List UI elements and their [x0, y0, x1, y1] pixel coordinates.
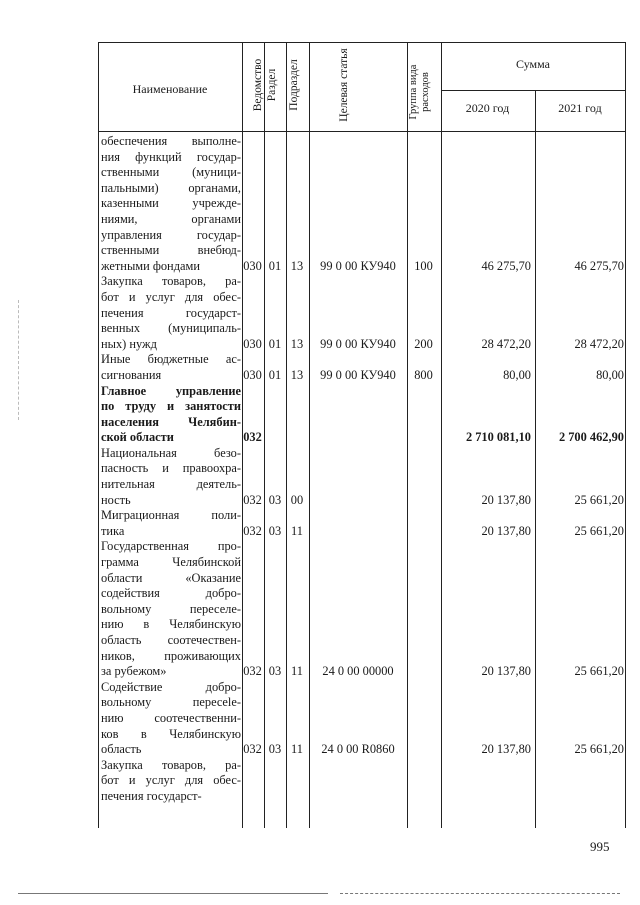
col-border	[535, 90, 536, 828]
row-name-line: Закупка товаров, ра-	[101, 757, 241, 772]
sum-2021-cell: 25 661,20	[574, 492, 624, 507]
header-sum: Сумма	[516, 57, 550, 71]
row-name-line: за рубежом»	[101, 664, 167, 679]
sum-2021-cell: 80,00	[596, 368, 624, 382]
row-name-line: ской области	[101, 430, 174, 445]
razdel-cell: 01	[268, 336, 282, 351]
row-name-line: печения государст-	[101, 305, 241, 320]
vedomstvo-cell: 030	[243, 336, 262, 351]
footer-line	[340, 893, 620, 894]
header-year-2021: 2021 год	[558, 101, 602, 115]
row-name-line: ния функций государ-	[101, 149, 241, 164]
row-name-line: ственными внебюд-	[101, 243, 241, 258]
row-name-line: бот и услуг для обес-	[101, 289, 241, 304]
podrazdel-cell: 11	[291, 742, 303, 757]
group-cell: 200	[414, 336, 433, 351]
row-name-line: бот и услуг для обес-	[101, 773, 241, 788]
row-name-line: Государственная про-	[101, 539, 241, 554]
vedomstvo-cell: 030	[243, 368, 262, 382]
podrazdel-cell: 13	[290, 258, 304, 273]
row-name-line: обеспечения выполне-	[101, 134, 241, 148]
row-name-line: Закупка товаров, ра-	[101, 274, 241, 289]
podrazdel-cell: 13	[290, 368, 304, 382]
page-number: 995	[590, 839, 610, 854]
sum-2020-cell: 20 137,80	[481, 524, 531, 538]
row-name-line: нию в Челябинскую	[101, 617, 241, 632]
header-podrazdel: Подраздел	[288, 59, 300, 111]
row-name-line: тика	[101, 523, 125, 538]
sum-2020-cell: 20 137,80	[481, 492, 531, 507]
row-name-line: область соотечествен-	[101, 633, 241, 647]
row-name-line: управления государ-	[101, 227, 241, 242]
razdel-cell: 01	[268, 368, 282, 382]
row-name-line: Национальная безо-	[101, 445, 241, 460]
vedomstvo-cell: 032	[243, 430, 262, 445]
vedomstvo-cell: 032	[243, 524, 262, 538]
row-name-line: пальными) органами,	[101, 180, 241, 195]
sum-2020-cell: 20 137,80	[481, 742, 531, 757]
row-name-line: область	[101, 742, 142, 757]
sum-2020-cell: 28 472,20	[481, 336, 531, 351]
vedomstvo-cell: 030	[243, 258, 262, 273]
target-cell: 99 0 00 КУ940	[320, 368, 396, 382]
razdel-cell: 03	[268, 742, 282, 757]
row-name-line: Миграционная поли-	[101, 508, 241, 523]
sum-2020-cell: 80,00	[503, 368, 531, 382]
col-border	[309, 43, 310, 828]
row-name-line: ных) нужд	[101, 336, 157, 351]
podrazdel-cell: 13	[290, 336, 304, 351]
header-name: Наименование	[132, 82, 208, 96]
row-name-line: печения государст-	[101, 788, 202, 803]
target-cell: 24 0 00 00000	[322, 664, 394, 679]
razdel-cell: 03	[268, 664, 282, 679]
sum-2021-cell: 25 661,20	[574, 664, 624, 679]
row-name-line: по труду и занятости	[101, 399, 241, 414]
row-name-line: Главное управление	[101, 383, 241, 398]
sum-2021-cell: 2 700 462,90	[558, 430, 624, 445]
footer-line	[18, 893, 328, 894]
col-border	[264, 43, 265, 828]
header-bottom-border	[99, 131, 625, 132]
header-target: Целевая статья	[338, 48, 350, 122]
podrazdel-cell: 11	[291, 524, 303, 538]
row-name-line: грамма Челябинской	[101, 555, 241, 570]
sum-2020-cell: 20 137,80	[481, 664, 531, 679]
sum-2021-cell: 25 661,20	[574, 742, 624, 757]
vedomstvo-cell: 032	[243, 492, 262, 507]
podrazdel-cell: 00	[290, 492, 304, 507]
row-name-line: пасность и правоохра-	[101, 461, 241, 476]
row-name-line: Содействие добро-	[101, 679, 241, 694]
row-border	[441, 90, 625, 91]
target-cell: 99 0 00 КУ940	[320, 336, 396, 351]
row-name-line: ность	[101, 492, 131, 507]
podrazdel-cell: 11	[291, 664, 303, 679]
row-name-line: сигнования	[101, 367, 162, 382]
col-border	[286, 43, 287, 828]
row-name-line: венных (муниципаль-	[101, 321, 241, 336]
row-name-line: жетными фондами	[101, 258, 200, 273]
row-name-line: ственными (муници-	[101, 165, 241, 180]
razdel-cell: 03	[268, 524, 282, 538]
row-name-line: содействия добро-	[101, 586, 241, 601]
group-cell: 100	[414, 258, 433, 273]
vedomstvo-cell: 032	[243, 742, 262, 757]
row-name-line: Иные бюджетные ас-	[101, 352, 241, 367]
razdel-cell: 01	[268, 258, 282, 273]
group-cell: 800	[414, 368, 433, 382]
sum-2021-cell: 46 275,70	[574, 258, 624, 273]
row-name-line: ков в Челябинскую	[101, 726, 241, 741]
target-cell: 24 0 00 R0860	[321, 742, 395, 757]
header-year-2020: 2020 год	[465, 101, 510, 115]
row-names	[101, 134, 241, 805]
row-name-line: нительная деятель-	[101, 477, 241, 492]
header-razdel: Раздел	[266, 68, 278, 102]
header-vedomstvo: Ведомство	[252, 58, 264, 112]
row-name-line: казенными учрежде-	[101, 196, 241, 211]
row-name-line: ниями, органами	[101, 211, 241, 226]
row-name-line: населения Челябин-	[101, 414, 241, 429]
row-name-line: области «Оказание	[101, 570, 241, 585]
target-cell: 99 0 00 КУ940	[320, 258, 396, 273]
row-name-line: нию соотечественни-	[101, 710, 241, 725]
row-name-line: ников, проживающих	[101, 648, 241, 663]
sum-2021-cell: 25 661,20	[574, 524, 624, 538]
razdel-cell: 03	[268, 492, 282, 507]
header-group: Группа вида расходов	[408, 64, 431, 120]
vedomstvo-cell: 032	[243, 664, 262, 679]
sum-2021-cell: 28 472,20	[574, 336, 624, 351]
sum-2020-cell: 2 710 081,10	[465, 430, 531, 445]
col-border	[407, 43, 408, 828]
sum-2020-cell: 46 275,70	[481, 258, 531, 273]
scan-margin-mark	[18, 300, 19, 420]
row-name-line: вольному пересele-	[101, 695, 241, 710]
row-name-line: вольному переселе-	[101, 601, 241, 616]
